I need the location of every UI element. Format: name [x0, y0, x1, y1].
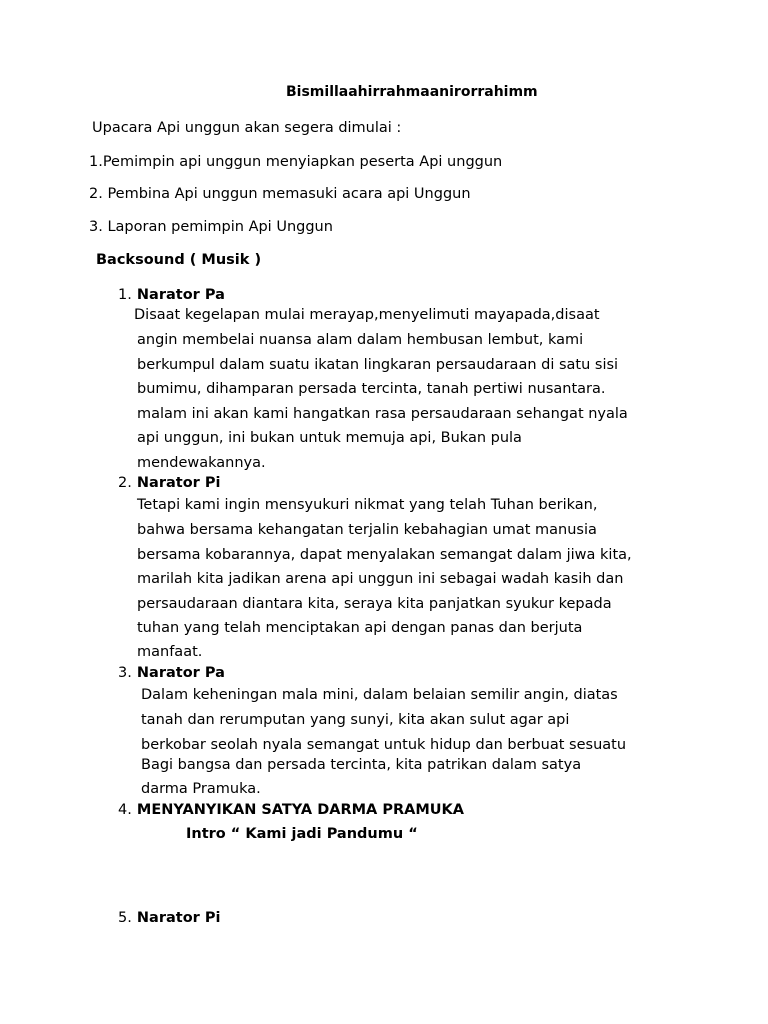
- step-3: 3. Laporan pemimpin Api Unggun: [89, 219, 333, 235]
- intro-text: Upacara Api unggun akan segera dimulai :: [92, 120, 402, 136]
- section-1-line: berkumpul dalam suatu ikatan lingkaran persaudaraan di satu sisi: [137, 357, 619, 373]
- section-number: 5.: [118, 910, 132, 926]
- section-2-line: tuhan yang telah menciptakan api dengan panas dan berjuta: [137, 620, 583, 636]
- section-5-heading: [118, 908, 220, 928]
- section-number: 2.: [118, 475, 132, 491]
- section-2-heading: [118, 473, 220, 493]
- section-2-line: bersama kobarannya, dapat menyalakan semangat dalam jiwa kita,: [137, 547, 632, 563]
- section-4-line: Intro “ Kami jadi Pandumu “: [186, 826, 418, 842]
- section-title: Narator Pa: [136, 665, 225, 681]
- section-3-line: berkobar seolah nyala semangat untuk hidup dan berbuat sesuatu: [141, 737, 627, 753]
- section-number: 4.: [118, 802, 132, 818]
- section-1-heading: [118, 285, 225, 305]
- section-3-line: Bagi bangsa dan persada tercinta, kita patrikan dalam satya: [141, 757, 582, 773]
- section-3-line: tanah dan rerumputan yang sunyi, kita akan sulut agar api: [141, 712, 570, 728]
- section-title: Narator Pa: [136, 287, 225, 303]
- section-3-heading: [118, 663, 225, 683]
- section-3-line: Dalam keheningan mala mini, dalam belaian semilir angin, diatas: [141, 687, 618, 703]
- section-2-line: Tetapi kami ingin mensyukuri nikmat yang telah Tuhan berikan,: [137, 497, 598, 513]
- document-title: Bismillaahirrahmaanirorrahimm: [286, 84, 538, 100]
- section-1-line: angin membelai nuansa alam dalam hembusan lembut, kami: [137, 332, 584, 348]
- section-number: 3.: [118, 665, 132, 681]
- section-2-line: persaudaraan diantara kita, seraya kita panjatkan syukur kepada: [137, 596, 612, 612]
- step-1: 1.Pemimpin api unggun menyiapkan peserta Api unggun: [89, 154, 503, 170]
- step-2: 2. Pembina Api unggun memasuki acara api Unggun: [89, 186, 471, 202]
- section-2-line: marilah kita jadikan arena api unggun ini sebagai wadah kasih dan: [137, 571, 624, 587]
- section-1-line: api unggun, ini bukan untuk memuja api, Bukan pula: [137, 430, 522, 446]
- section-title: Narator Pi: [136, 475, 221, 491]
- section-1-line: bumimu, dihamparan persada tercinta, tanah pertiwi nusantara.: [137, 381, 606, 397]
- section-1-line: mendewakannya.: [137, 455, 266, 471]
- section-4-heading: [118, 800, 464, 820]
- backsound-heading: Backsound ( Musik ): [96, 252, 262, 268]
- section-number: 1.: [118, 287, 132, 303]
- section-2-line: manfaat.: [137, 644, 203, 660]
- section-title: Narator Pi: [136, 910, 221, 926]
- section-1-line: malam ini akan kami hangatkan rasa persaudaraan sehangat nyala: [137, 406, 628, 422]
- section-1-line: Disaat kegelapan mulai merayap,menyelimuti mayapada,disaat: [134, 307, 600, 323]
- section-title: MENYANYIKAN SATYA DARMA PRAMUKA: [136, 802, 464, 818]
- section-3-line: darma Pramuka.: [141, 781, 261, 797]
- section-2-line: bahwa bersama kehangatan terjalin kebahagian umat manusia: [137, 522, 597, 538]
